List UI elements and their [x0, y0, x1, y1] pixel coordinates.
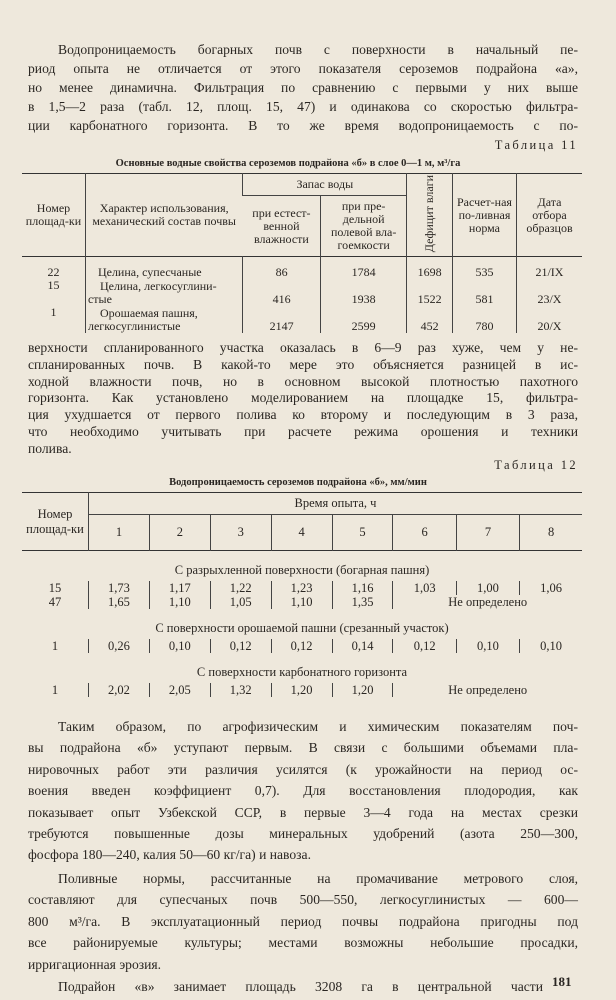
cell-field: 2599: [321, 306, 407, 333]
text-line: все районируемые культуры; местами возможны небольшие просадки,: [28, 935, 578, 951]
cell-use: Целина, супесчаные: [85, 257, 242, 279]
cell-use: Орошаемая пашня, легкосуглинистые: [85, 306, 242, 333]
cell-value: 1,06: [520, 581, 582, 595]
text-line: ция ухудшается от первого полива ко второму и последующим в 3 раза,: [28, 407, 578, 423]
text-line: но менее динамична. Фильтрация по сравнению с первыми у них выше: [28, 80, 578, 95]
cell-value: 2,05: [149, 683, 210, 697]
text-line: Поливные нормы, рассчитанные на промачивание метрового слоя,: [58, 871, 578, 886]
header-plot: Номер площад-ки: [25, 201, 82, 229]
cell-date: 21/IX: [516, 257, 582, 279]
cell-natural: 2147: [243, 306, 321, 333]
cell-natural: 416: [243, 279, 321, 306]
cell-value: 0,10: [456, 639, 519, 653]
cell-norm: 535: [452, 257, 516, 279]
header-date: Дата отбора образцов: [516, 174, 582, 257]
text-line: показывает опыт Узбекской ССР, в первые 3—4 года на местах срезки: [28, 804, 578, 820]
cell-value: 0,12: [393, 639, 456, 653]
table-row: [22, 581, 582, 595]
text-line: Водопроницаемость богарных почв с поверхности в начальный пе-: [58, 42, 578, 57]
cell-date: 23/X: [516, 279, 582, 306]
table-row: [22, 639, 582, 653]
section-title: С поверхности орошаемой пашни (срезанный участок): [155, 621, 449, 635]
cell-deficit: 1522: [407, 279, 453, 306]
cell-note: Не определено: [393, 595, 582, 609]
paragraph-4: [28, 868, 578, 975]
table-12: [22, 492, 582, 697]
cell-value: 1,20: [271, 683, 332, 697]
table-11-caption: Основные водные свойства сероземов подрайона «б» в слое 0—1 м, м³/га: [115, 158, 461, 169]
text-line: Таким образом, по агрофизическим и химическим показателям поч-: [58, 719, 578, 734]
cell-norm: 581: [452, 279, 516, 306]
cell-plot: 15: [47, 277, 60, 292]
cell-value: 1,16: [332, 581, 393, 595]
cell-natural: 86: [243, 257, 321, 279]
header-hour: 3: [210, 515, 271, 551]
cell-note: Не определено: [393, 683, 582, 697]
text-line: горизонта. Как установлено моделированием на площадке 15, фильтра-: [28, 390, 578, 406]
text-line: полива.: [28, 440, 72, 456]
cell-value: 1,17: [149, 581, 210, 595]
paragraph-3: [28, 716, 578, 866]
text-line: нировочных работ эти различия усилятся (к урожайности на период ос-: [28, 761, 578, 777]
cell-value: 0,26: [89, 639, 150, 653]
cell-field: 1938: [321, 279, 407, 306]
text-line: спланированных почв. В какой-то мере это объясняется разницей в ис-: [28, 356, 578, 372]
text-line: составляют для супесчаных почв 500—550, легкосуглинистых — 600—: [28, 892, 578, 908]
page-number: 181: [552, 974, 572, 989]
text-line: Подрайон «в» занимает площадь 3208 га в центральной части: [58, 979, 543, 994]
table-row: [22, 595, 582, 609]
header-field: при пре-дельной полевой вла-гоемкости: [321, 196, 407, 257]
table-row: [22, 306, 582, 333]
header-hour: 7: [456, 515, 519, 551]
cell-plot: 1: [51, 639, 59, 653]
cell-value: 1,10: [149, 595, 210, 609]
cell-plot: 1: [51, 683, 59, 697]
paragraph-1: [28, 40, 578, 135]
header-plot: Номер площад-ки: [26, 506, 84, 536]
header-norm: Расчет-ная по-ливная норма: [452, 174, 516, 257]
cell-value: 1,10: [271, 595, 332, 609]
table-row: [22, 279, 582, 306]
header-hour: 1: [89, 515, 150, 551]
text-line: требуются повышенные дозы минеральных удобрений (азота 250—300,: [28, 826, 578, 842]
cell-value: 0,12: [210, 639, 271, 653]
table-12-label: Таблица 12: [494, 458, 578, 472]
paragraph-5: [28, 976, 543, 997]
text-line: ирригационная эрозия.: [28, 956, 162, 972]
cell-value: 1,03: [393, 581, 456, 595]
cell-value: 1,23: [271, 581, 332, 595]
cell-value: 0,14: [332, 639, 393, 653]
section-title: С разрыхленной поверхности (богарная пашня): [174, 563, 430, 577]
header-use: Характер использования, механический состав почвы: [85, 174, 242, 257]
cell-value: 0,12: [271, 639, 332, 653]
text-line: воения введен коэффициент 0,7). Для восстановления плодородия, как: [28, 783, 578, 799]
cell-deficit: 1698: [407, 257, 453, 279]
header-deficit-text: Дефицит влаги: [422, 175, 437, 253]
table-12-caption: Водопроницаемость сероземов подрайона «б», мм/мин: [169, 477, 427, 488]
section-header-row: [22, 551, 582, 582]
cell-plot: 15: [48, 581, 62, 595]
cell-plot: 22: [47, 264, 60, 279]
header-hour: 2: [149, 515, 210, 551]
cell-value: 1,65: [89, 595, 150, 609]
cell-value: 1,22: [210, 581, 271, 595]
cell-deficit: 452: [407, 306, 453, 333]
cell-value: 1,73: [89, 581, 150, 595]
text-line: верхности спланированного участка оказалась в 6—9 раз хуже, чем у не-: [28, 340, 578, 355]
header-deficit: [407, 174, 453, 257]
cell-value: 0,10: [149, 639, 210, 653]
text-line: ции карбонатного горизонта. В то же время водопроницаемость с по-: [28, 118, 578, 133]
header-hour: 4: [271, 515, 332, 551]
paragraph-2: [28, 340, 578, 458]
cell-value: 1,00: [456, 581, 519, 595]
section-title: С поверхности карбонатного горизонта: [196, 665, 408, 679]
text-line: риод опыта не отличается от этого показателя сероземов подрайона «а»,: [28, 61, 578, 76]
header-water-stock: Запас воды: [243, 174, 407, 196]
cell-value: 1,35: [332, 595, 393, 609]
cell-plot: 47: [48, 595, 62, 609]
cell-norm: 780: [452, 306, 516, 333]
text-line: фосфора 180—240, калия 50—60 кг/га) и навоза.: [28, 847, 311, 863]
header-natural: при естест-венной влажности: [252, 205, 311, 246]
table-row: [22, 683, 582, 697]
cell-value: 0,10: [520, 639, 582, 653]
text-line: вы подрайона «б» уступают первым. В связи с большими объемами пла-: [28, 740, 578, 756]
table-row: [22, 257, 582, 279]
header-hour: 8: [520, 515, 582, 551]
text-line: ходной влажности почв, но в основном высокой плотностью пахотного: [28, 373, 578, 389]
header-hour: 5: [332, 515, 393, 551]
cell-value: 1,32: [210, 683, 271, 697]
cell-field: 1784: [321, 257, 407, 279]
section-header-row: [22, 609, 582, 639]
cell-plot: 1: [50, 304, 57, 319]
text-line: что необходимо учитывать при расчете режима орошения и техники: [28, 423, 578, 439]
cell-value: 2,02: [89, 683, 150, 697]
table-11-label: Таблица 11: [494, 138, 578, 152]
header-time: Время опыта, ч: [89, 493, 583, 515]
table-11: [22, 173, 582, 333]
text-line: в 1,5—2 раза (табл. 12, площ. 15, 47) и одинакова со скоростью фильтра-: [28, 99, 578, 114]
cell-value: 1,05: [210, 595, 271, 609]
header-hour: 6: [393, 515, 456, 551]
cell-date: 20/X: [516, 306, 582, 333]
section-header-row: [22, 653, 582, 683]
text-line: 800 м³/га. В эксплуатационный период почвы подрайона пригодны под: [28, 913, 578, 929]
cell-use: Целина, легкосуглини-стые: [85, 279, 242, 306]
cell-value: 1,20: [332, 683, 393, 697]
